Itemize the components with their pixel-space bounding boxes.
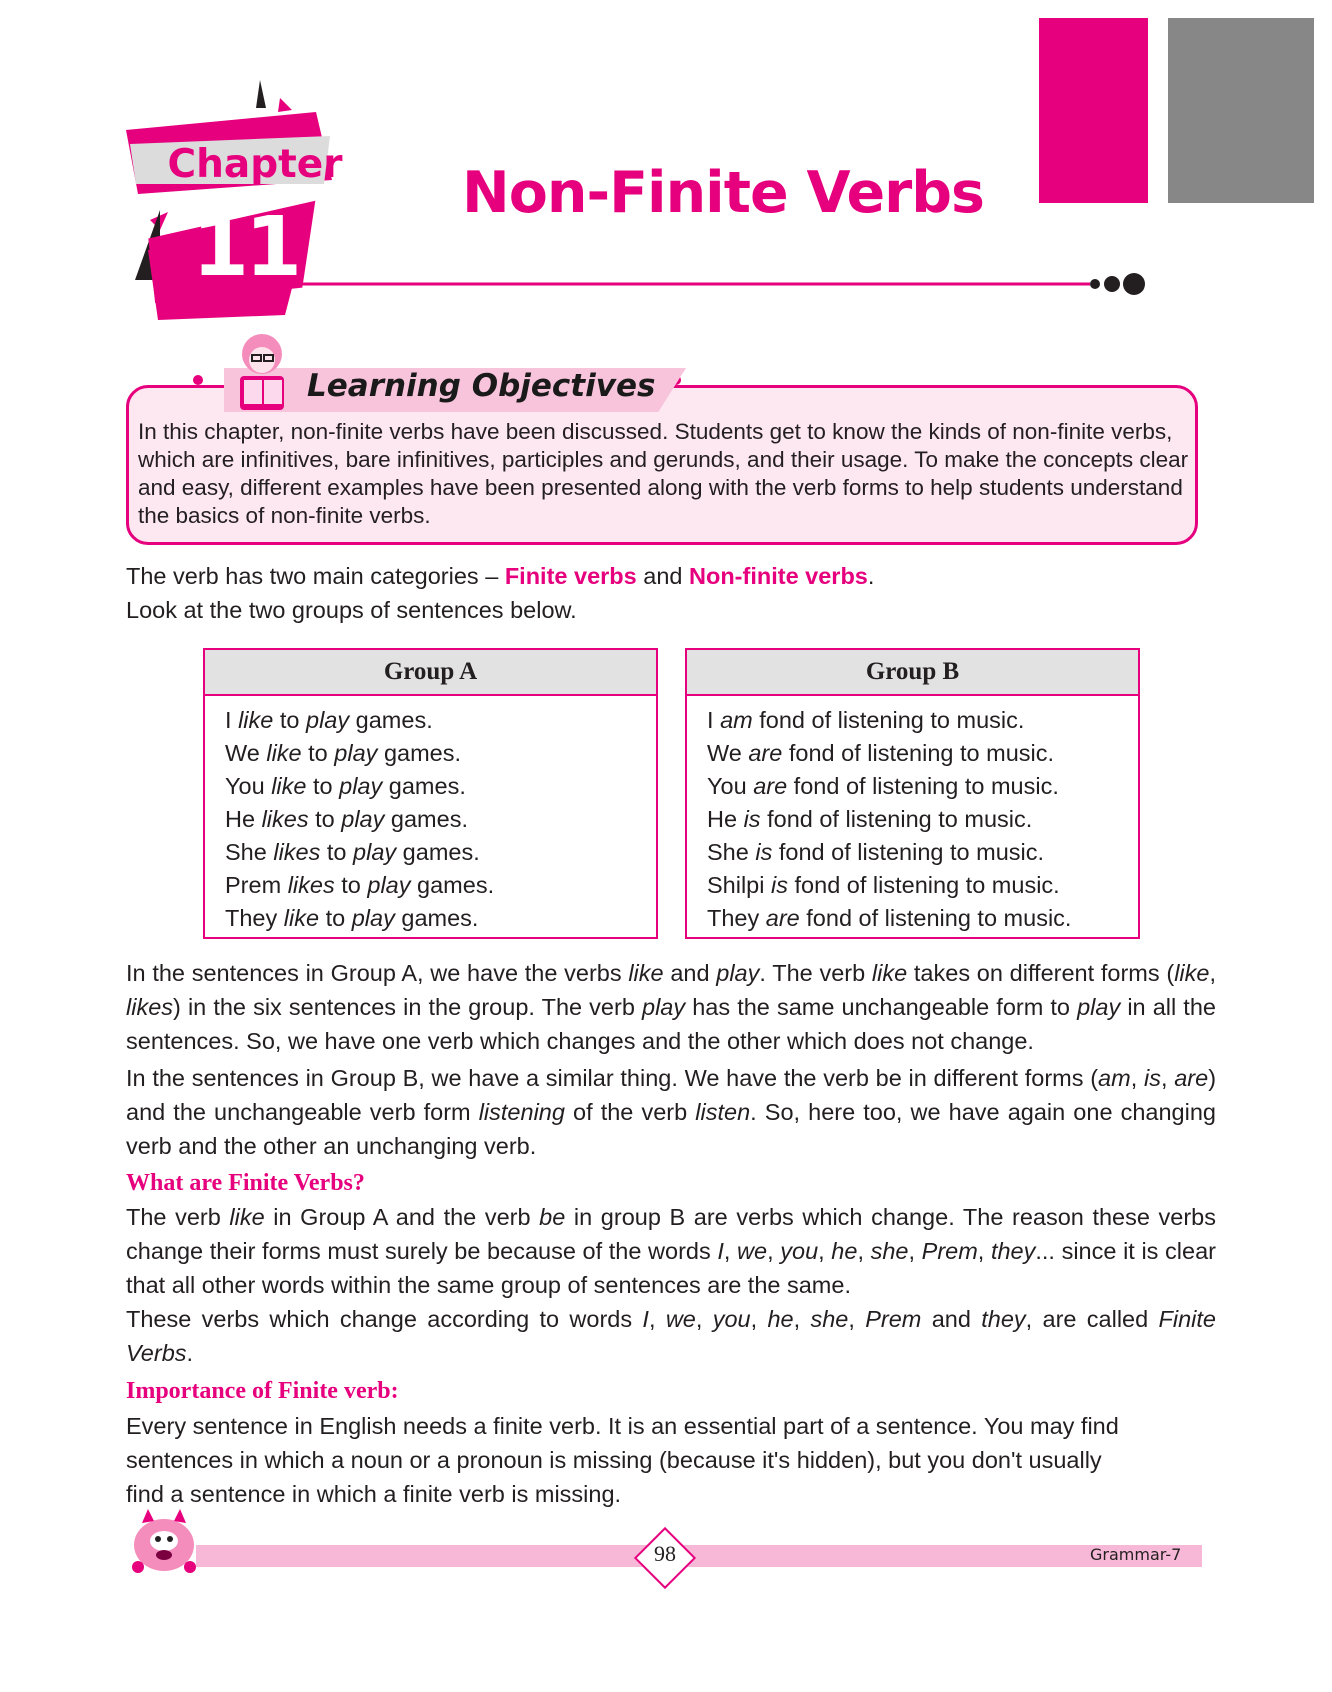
group-b-title: Group B <box>687 650 1138 696</box>
group-a-row <box>225 737 656 770</box>
row-text: games. <box>349 707 433 733</box>
group-a-row <box>225 704 656 737</box>
learning-objectives-text <box>138 418 1192 530</box>
group-a-row <box>225 803 656 836</box>
group-a-title: Group A <box>205 650 656 696</box>
row-text: You <box>225 773 272 799</box>
intro-line-2: Look at the two groups of sentences below. <box>126 597 577 623</box>
lo-line: which are infinitives, bare infinitives, participles and gerunds, and their usage. To make the concepts clear <box>138 447 1189 472</box>
row-text: to <box>334 872 368 898</box>
row-text: fond of listening to music. <box>788 872 1060 898</box>
verb: play <box>341 806 385 832</box>
row-text: to <box>301 740 335 766</box>
finite-verbs-definition: These verbs which change according to words I, we, you, he, she, Prem and they, are called Finite Verbs. <box>126 1306 1216 1366</box>
lo-line: In this chapter, non-finite verbs have been discussed. Students get to know the kinds of non-finite verbs, <box>138 419 1173 444</box>
learning-objectives-heading: Learning Objectives <box>307 368 656 404</box>
group-b-row <box>707 704 1138 737</box>
row-text: to <box>273 707 306 733</box>
finite-verbs-paragraph: The verb like in Group A and the verb be in group B are verbs which change. The reason these verbs change their forms must surely be because of the words I, we, you, he, she, Prem, they... since it is clear that all other words within the same group of sentences are the same. <box>126 1204 1216 1298</box>
row-text: games. <box>382 773 466 799</box>
importance-line: sentences in which a noun or a pronoun is missing (because it's hidden), but you don't usually <box>126 1447 1102 1473</box>
verb: like <box>271 773 307 799</box>
footer-bar <box>196 1545 1202 1567</box>
verb: am <box>720 707 753 733</box>
row-text: She <box>225 839 274 865</box>
intro-line-1 <box>126 559 1206 593</box>
group-b-row <box>707 902 1138 935</box>
verb: are <box>753 773 788 799</box>
group-a-row <box>225 869 656 902</box>
verb: likes <box>261 806 309 832</box>
verb: play <box>339 773 383 799</box>
row-text: games. <box>394 905 479 931</box>
intro-text: The verb has two main categories – <box>126 563 505 589</box>
finite-verbs-term: Finite verbs <box>504 563 637 589</box>
corner-grey-block <box>1168 18 1314 203</box>
verb: play <box>367 872 411 898</box>
importance-line: Every sentence in English needs a finite verb. It is an essential part of a sentence. You may find <box>126 1413 1119 1439</box>
group-b-row <box>707 836 1138 869</box>
lo-line: and easy, different examples have been presented along with the verb forms to help students understand <box>138 475 1183 500</box>
title-underline <box>300 272 1150 296</box>
group-b-row <box>707 737 1138 770</box>
group-b-row <box>707 869 1138 902</box>
teacher-mascot-icon <box>228 330 294 412</box>
group-b-row <box>707 770 1138 803</box>
group-a-row <box>225 836 656 869</box>
row-text: Shilpi <box>707 872 772 898</box>
row-text: fond of listening to music. <box>752 707 1025 733</box>
group-a-table <box>203 648 658 939</box>
row-text: to <box>306 773 340 799</box>
explanation-paragraph-2: In the sentences in Group B, we have a similar thing. We have the verb be in different forms (am, is, are) and the unchangeable verb form listening of the verb listen. So, here too, we have again one changing verb and the other an unchanging verb. <box>126 1065 1217 1159</box>
verb: likes <box>287 872 335 898</box>
explanation-paragraph-1: In the sentences in Group A, we have the verbs like and play. The verb like takes on different forms (like, likes) in the six sentences in the group. The verb play has the same unchangeable form to play in all the sentences. So, we have one verb which changes and the other which does not change. <box>126 960 1216 1054</box>
row-text: games. <box>377 740 462 766</box>
page-number: 98 <box>654 1541 676 1566</box>
group-a-row <box>225 770 656 803</box>
intro-text: and <box>636 563 689 589</box>
row-text: They <box>707 905 766 931</box>
corner-pink-block <box>1039 18 1148 203</box>
book-label: Grammar-7 <box>1090 1545 1182 1564</box>
verb: is <box>743 806 761 832</box>
verb: are <box>748 740 783 766</box>
row-text: games. <box>410 872 495 898</box>
group-a-body <box>205 696 656 935</box>
row-text: We <box>225 740 267 766</box>
intro-text: . <box>867 563 875 589</box>
finite-verbs-heading: What are Finite Verbs? <box>126 1170 365 1196</box>
group-a-row <box>225 902 656 935</box>
importance-line: find a sentence in which a finite verb is missing. <box>126 1481 622 1507</box>
group-b-body <box>687 696 1138 935</box>
chapter-number: 11 <box>191 200 299 295</box>
verb: play <box>334 740 378 766</box>
row-text: to <box>308 806 342 832</box>
verb: like <box>283 905 320 931</box>
non-finite-verbs-term: Non-finite verbs <box>689 563 868 589</box>
verb: are <box>765 905 800 931</box>
row-text: I <box>707 707 721 733</box>
verb: play <box>353 839 397 865</box>
row-text: fond of listening to music. <box>760 806 1033 832</box>
importance-heading: Importance of Finite verb: <box>126 1378 399 1404</box>
row-text: I <box>225 707 239 733</box>
row-text: They <box>225 905 284 931</box>
chapter-label: Chapter <box>167 142 343 187</box>
verb: is <box>755 839 773 865</box>
row-text: You <box>707 773 754 799</box>
monster-mascot-icon <box>124 1505 204 1575</box>
verb: like <box>238 707 274 733</box>
row-text: He <box>225 806 262 832</box>
row-text: to <box>319 905 352 931</box>
importance-paragraph <box>126 1409 1216 1511</box>
row-text: She <box>707 839 756 865</box>
verb: play <box>306 707 350 733</box>
group-b-table <box>685 648 1140 939</box>
row-text: games. <box>384 806 468 832</box>
row-text: fond of listening to music. <box>787 773 1059 799</box>
verb: likes <box>273 839 321 865</box>
verb: is <box>771 872 788 898</box>
row-text: We <box>707 740 749 766</box>
row-text: He <box>707 806 744 832</box>
intro <box>126 559 1206 627</box>
row-text: fond of listening to music. <box>772 839 1045 865</box>
row-text: Prem <box>225 872 288 898</box>
row-text: games. <box>396 839 480 865</box>
row-text: fond of listening to music. <box>799 905 1072 931</box>
group-b-row <box>707 803 1138 836</box>
lo-line: the basics of non-finite verbs. <box>138 503 431 528</box>
verb: like <box>266 740 302 766</box>
row-text: fond of listening to music. <box>782 740 1055 766</box>
row-text: to <box>320 839 354 865</box>
page-title: Non-Finite Verbs <box>462 160 984 226</box>
verb: play <box>351 905 395 931</box>
